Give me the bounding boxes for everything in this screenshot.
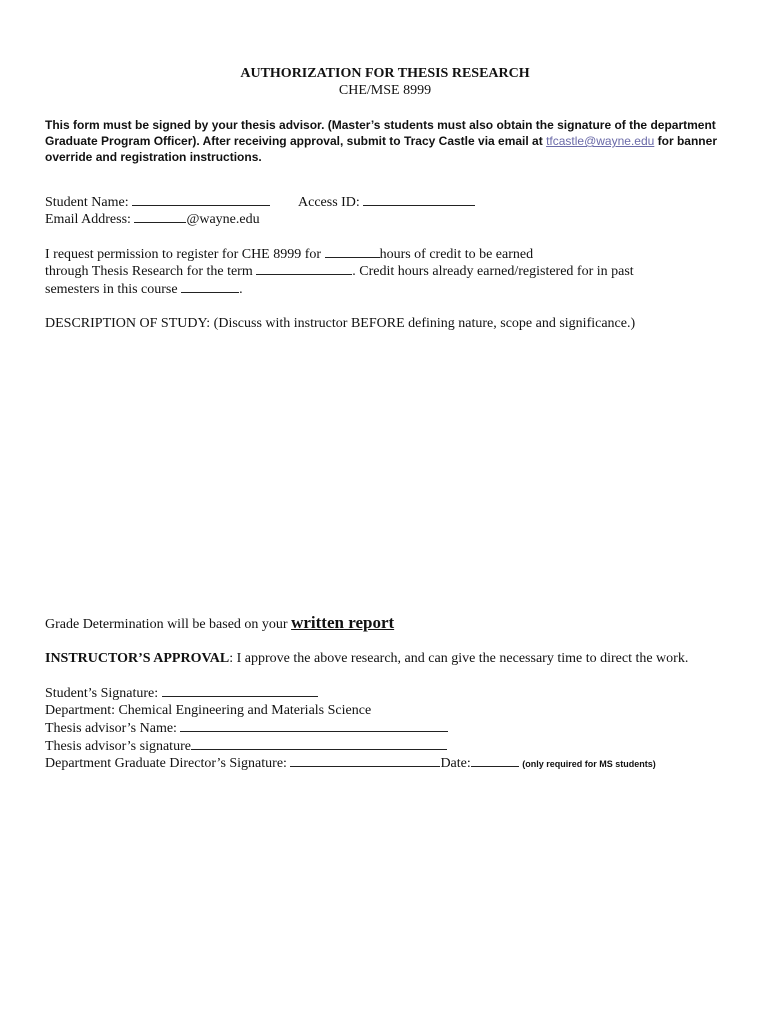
request-line-2	[45, 263, 634, 280]
email-field[interactable]	[134, 211, 186, 223]
email-label: Email Address:	[45, 212, 131, 227]
approval-text: : I approve the above research, and can give the necessary time to direct the work.	[229, 651, 689, 666]
director-signature-field[interactable]	[290, 755, 440, 767]
email-link[interactable]: tfcastle@wayne.edu	[546, 134, 655, 148]
instructions-text-end: for banner override and registration instructions.	[45, 134, 717, 164]
date-field[interactable]	[471, 755, 519, 767]
access-id-label: Access ID:	[298, 195, 360, 210]
term-field[interactable]	[256, 263, 352, 275]
instructions-text-start: This form must be signed by your thesis advisor. (Master’s students must also obtain the signature of the department Graduate Program Officer). After receiving approval, submit to Tracy Castle via email at	[45, 118, 716, 148]
student-name-field[interactable]	[132, 194, 270, 206]
approval-statement	[45, 650, 715, 668]
course-code: CHE/MSE 8999	[338, 83, 432, 98]
advisor-name-row	[45, 720, 448, 737]
request-text-5: semesters in this course	[45, 282, 182, 297]
director-signature-row	[45, 755, 656, 772]
access-id-field[interactable]	[363, 194, 475, 206]
grade-text: Grade Determination will be based on your	[45, 617, 292, 632]
student-signature-row	[45, 685, 318, 702]
grade-determination	[45, 613, 394, 633]
form-title: AUTHORIZATION FOR THESIS RESEARCH	[240, 66, 530, 81]
department-line: Department: Chemical Engineering and Materials Science	[45, 703, 372, 718]
director-signature-label: Department Graduate Director’s Signature:	[45, 756, 291, 771]
grade-emphasis: written report	[291, 613, 395, 632]
request-text-1: I request permission to register for CHE 8999 for	[45, 247, 325, 262]
date-label: Date:	[440, 756, 471, 771]
student-signature-field[interactable]	[162, 685, 318, 697]
student-name-row	[45, 194, 270, 211]
request-line-3	[45, 281, 243, 298]
email-row	[45, 211, 260, 228]
request-text-2: hours of credit to be earned	[379, 247, 534, 262]
student-name-label: Student Name:	[45, 195, 129, 210]
request-line-1	[45, 246, 533, 263]
credit-hours-field[interactable]	[325, 246, 380, 258]
advisor-signature-row	[45, 738, 447, 755]
advisor-name-field[interactable]	[180, 720, 448, 732]
request-text-4: . Credit hours already earned/registered for in past	[352, 264, 634, 279]
advisor-signature-label: Thesis advisor’s signature	[45, 739, 191, 754]
past-credits-field[interactable]	[181, 281, 239, 293]
ms-note: (only required for MS students)	[522, 759, 656, 769]
advisor-signature-field[interactable]	[191, 738, 447, 750]
request-text-3: through Thesis Research for the term	[45, 264, 257, 279]
approval-label: INSTRUCTOR’S APPROVAL	[45, 651, 230, 666]
instructions-paragraph	[45, 117, 735, 165]
email-domain: @wayne.edu	[186, 212, 260, 227]
advisor-name-label: Thesis advisor’s Name:	[45, 721, 181, 736]
access-id-row	[298, 194, 475, 211]
request-text-6: .	[239, 282, 243, 297]
description-label: DESCRIPTION OF STUDY: (Discuss with instructor BEFORE defining nature, scope and significance.)	[45, 316, 636, 331]
student-signature-label: Student’s Signature:	[45, 686, 162, 701]
